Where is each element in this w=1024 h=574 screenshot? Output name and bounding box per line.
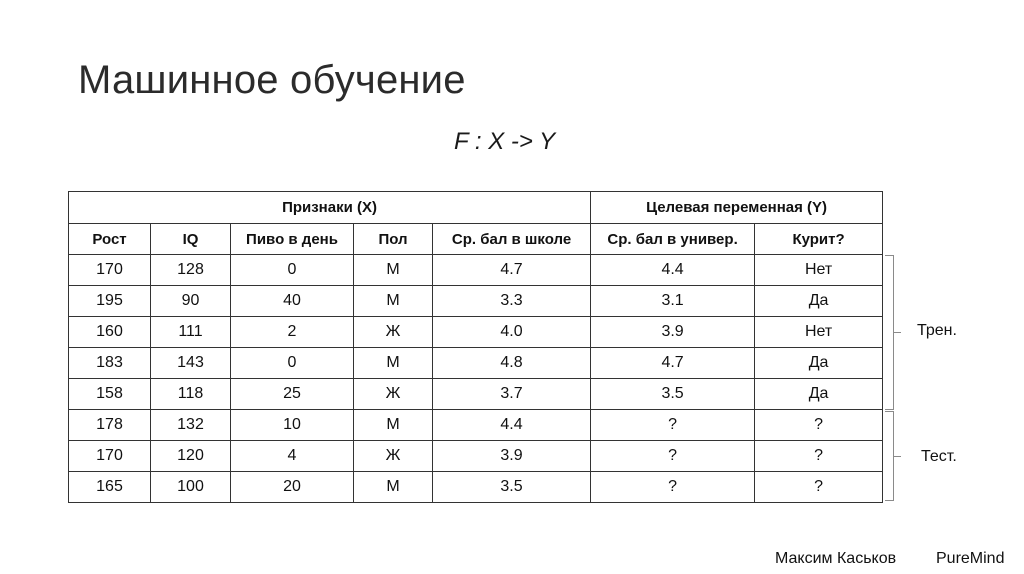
column-header: IQ [151,224,231,255]
table-cell: 120 [151,441,231,472]
table-cell: 183 [69,348,151,379]
table-cell: 4.4 [591,255,755,286]
table-cell: М [354,286,433,317]
column-header: Пиво в день [231,224,354,255]
table-row [69,317,883,348]
table-cell: 170 [69,255,151,286]
table-cell: 111 [151,317,231,348]
table-cell: 4.7 [591,348,755,379]
table-cell: 132 [151,410,231,441]
table-cell: 25 [231,379,354,410]
footer-brand: PureMind [936,550,1005,567]
table-cell: Да [755,348,883,379]
table-cell: 3.9 [591,317,755,348]
data-table [68,191,883,503]
table-cell: Ж [354,317,433,348]
table-cell: 170 [69,441,151,472]
table-cell: М [354,255,433,286]
table-cell: 40 [231,286,354,317]
table-cell: 4.4 [433,410,591,441]
column-header: Рост [69,224,151,255]
table-cell: ? [591,410,755,441]
table-cell: 3.9 [433,441,591,472]
table-cell: 3.5 [591,379,755,410]
table-cell: 0 [231,348,354,379]
table-cell: М [354,348,433,379]
table-cell: 165 [69,472,151,503]
column-header-row [69,224,883,255]
table-body [69,255,883,503]
table-cell: 178 [69,410,151,441]
table-cell: 4.7 [433,255,591,286]
table-row [69,472,883,503]
test-label: Тест. [921,448,957,465]
group-header-row [69,192,883,224]
table-cell: ? [755,410,883,441]
table-cell: 158 [69,379,151,410]
table-cell: Ж [354,379,433,410]
table-cell: 195 [69,286,151,317]
table-row [69,379,883,410]
table-row [69,410,883,441]
slide-title: Машинное обучение [78,58,466,102]
test-bracket-tick [893,456,901,457]
features-group-header: Признаки (X) [69,192,591,224]
table-row [69,286,883,317]
table-cell: 10 [231,410,354,441]
table-cell: 3.3 [433,286,591,317]
table-cell: 128 [151,255,231,286]
table-cell: 160 [69,317,151,348]
table-cell: 90 [151,286,231,317]
column-header: Ср. бал в школе [433,224,591,255]
column-header: Пол [354,224,433,255]
table-cell: Да [755,286,883,317]
table-cell: ? [755,472,883,503]
table-cell: ? [755,441,883,472]
table-cell: 4.8 [433,348,591,379]
table-cell: 4.0 [433,317,591,348]
target-group-header: Целевая переменная (Y) [591,192,883,224]
column-header: Ср. бал в универ. [591,224,755,255]
table-cell: 20 [231,472,354,503]
table-cell: ? [591,441,755,472]
table-cell: 3.1 [591,286,755,317]
table-row [69,348,883,379]
table-cell: Нет [755,255,883,286]
table-cell: М [354,472,433,503]
table-cell: 143 [151,348,231,379]
train-label: Трен. [917,322,957,339]
table-cell: 3.5 [433,472,591,503]
table-cell: Ж [354,441,433,472]
table-row [69,255,883,286]
table-cell: Да [755,379,883,410]
table-cell: 100 [151,472,231,503]
train-bracket-tick [893,332,901,333]
column-header: Курит? [755,224,883,255]
table-cell: ? [591,472,755,503]
table-cell: 0 [231,255,354,286]
table-cell: М [354,410,433,441]
table-cell: 4 [231,441,354,472]
table-row [69,441,883,472]
table-cell: 118 [151,379,231,410]
table-cell: Нет [755,317,883,348]
table-cell: 2 [231,317,354,348]
table-cell: 3.7 [433,379,591,410]
formula: F : X -> Y [454,128,556,155]
footer-author: Максим Каськов [775,550,897,567]
